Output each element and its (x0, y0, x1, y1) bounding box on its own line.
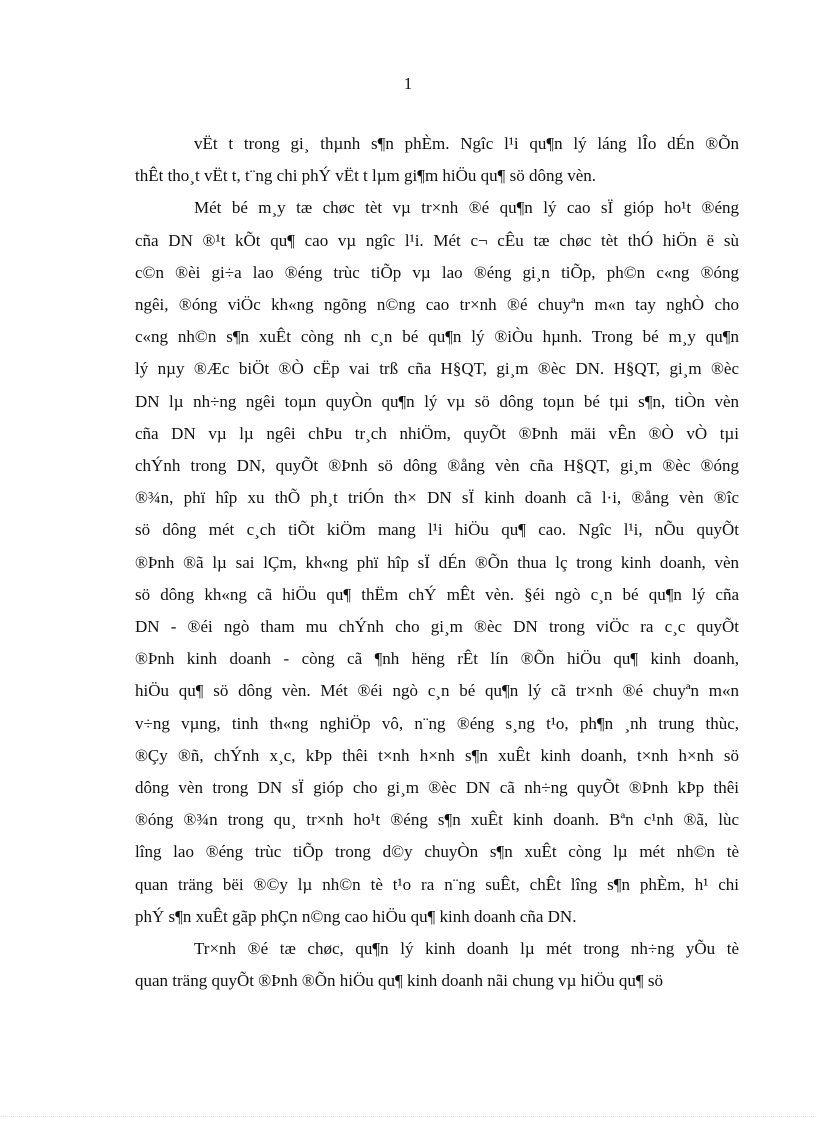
page-bottom-edge (0, 1116, 816, 1117)
paragraph (135, 933, 739, 997)
text-line: ®Çy ®ñ, chÝnh x¸c, kÞp thêi t×nh h×nh s¶n xuÊt kinh doanh, t×nh h×nh sö (135, 745, 739, 765)
text-line: lý nµy ®Æc biÖt ®Ò cËp vai trß cña H§QT, gi¸m ®èc DN. H§QT, gi¸m ®èc (135, 359, 739, 379)
text-line: cña DN ®¹t kÕt qu¶ cao vµ ngîc l¹i. Mét c¬ cÊu tæ chøc tèt thÓ hiÖn ë sù (135, 230, 739, 250)
text-line: chÝnh trong DN, quyÕt ®Þnh sö dông ®ång vèn cña H§QT, gi¸m ®èc ®óng (135, 456, 739, 476)
text-line: vËt t trong gi¸ thµnh s¶n phÈm. Ngîc l¹i qu¶n lý láng lÎo dÉn ®Õn (194, 134, 739, 153)
text-line: sö dông kh«ng cã hiÖu qu¶ thËm chÝ mÊt vèn. §éi ngò c¸n bé qu¶n lý cña (135, 584, 739, 604)
text-line: v÷ng vµng, tinh th«ng nghiÖp vô, n¨ng ®éng s¸ng t¹o, ph¶n ¸nh trung thùc, (135, 713, 739, 733)
text-line: sö dông mét c¸ch tiÕt kiÖm mang l¹i hiÖu qu¶ cao. Ngîc l¹i, nÕu quyÕt (135, 520, 739, 540)
text-line: c«ng nh©n s¶n xuÊt còng nh c¸n bé qu¶n lý ®iÒu hµnh. Trong bé m¸y qu¶n (135, 327, 739, 347)
text-line: dông vèn trong DN sÏ gióp cho gi¸m ®èc DN cã nh÷ng quyÕt ®Þnh kÞp thêi (135, 778, 739, 798)
text-line: quan träng bëi ®©y lµ nh©n tè t¹o ra n¨ng suÊt, chÊt lîng s¶n phÈm, h¹ chi (135, 874, 739, 894)
text-line: ®¾n, phï hîp xu thÕ ph¸t triÓn th× DN sÏ kinh doanh cã l·i, ®ång vèn ®îc (135, 488, 739, 508)
text-line: Mét bé m¸y tæ chøc tèt vµ tr×nh ®é qu¶n lý cao sÏ gióp ho¹t ®éng (194, 198, 739, 218)
text-line: c©n ®èi gi÷a lao ®éng trùc tiÕp vµ lao ®éng gi¸n tiÕp, ph©n c«ng ®óng (135, 262, 739, 282)
text-line: quan träng quyÕt ®Þnh ®Õn hiÖu qu¶ kinh doanh nãi chung vµ hiÖu qu¶ sö (135, 971, 663, 991)
body-text (135, 128, 739, 997)
text-line: ngêi, ®óng viÖc kh«ng ngõng n©ng cao tr×nh ®é chuyªn m«n tay nghÒ cho (135, 295, 739, 315)
paragraph (135, 128, 739, 192)
text-line: hiÖu qu¶ sö dông vèn. Mét ®éi ngò c¸n bé qu¶n lý cã tr×nh ®é chuyªn m«n (135, 681, 739, 701)
page-number: 1 (403, 74, 413, 93)
text-line: cña DN vµ lµ ngêi chÞu tr¸ch nhiÖm, quyÕt ®Þnh mäi vÊn ®Ò vÒ tµi (135, 423, 739, 443)
text-line: Tr×nh ®é tæ chøc, qu¶n lý kinh doanh lµ mét trong nh÷ng yÕu tè (194, 939, 739, 959)
text-line: ®óng ®¾n trong qu¸ tr×nh ho¹t ®éng s¶n xuÊt kinh doanh. Bªn c¹nh ®ã, lùc (135, 810, 739, 830)
text-line: DN lµ nh÷ng ngêi toµn quyÒn qu¶n lý vµ sö dông toµn bé tµi s¶n, tiÒn vèn (135, 391, 739, 411)
paragraph (135, 192, 739, 933)
text-line: ®Þnh ®ã lµ sai lÇm, kh«ng phï hîp sÏ dÉn ®Õn thua lç trong kinh doanh, vèn (135, 552, 739, 572)
text-line: ®Þnh kinh doanh - còng cã ¶nh hëng rÊt lín ®Õn hiÖu qu¶ kinh doanh, (135, 649, 739, 669)
text-line: lîng lao ®éng trùc tiÕp trong d©y chuyÒn s¶n xuÊt còng lµ mét nh©n tè (135, 842, 739, 862)
text-line: phÝ s¶n xuÊt gãp phÇn n©ng cao hiÖu qu¶ kinh doanh cña DN. (135, 906, 577, 926)
text-line: thÊt tho¸t vËt t, t¨ng chi phÝ vËt t lµm gi¶m hiÖu qu¶ sö dông vèn. (135, 166, 597, 186)
text-line: DN - ®éi ngò tham mu chÝnh cho gi¸m ®èc DN trong viÖc ra c¸c quyÕt (135, 617, 739, 637)
